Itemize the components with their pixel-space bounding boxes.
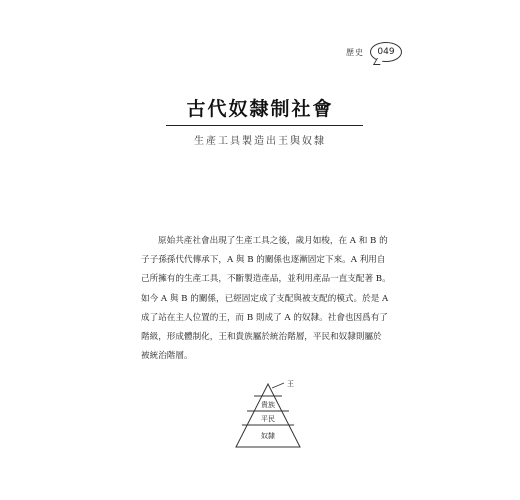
- paragraph-line: 原始共產社會出現了生產工具之後，歲月如梭，在 A 和 B 的: [158, 236, 388, 246]
- chapter-subtitle: 生產工具製造出王與奴隸: [194, 136, 326, 147]
- page-number: 049: [377, 47, 395, 57]
- paragraph-line: 成了站在主人位置的王，而 B 則成了 A 的奴隸。社會也因爲有了: [141, 312, 388, 323]
- paragraph-line: 子子孫孫代代傳承下，A 與 B 的關係也逐漸固定下來。A 利用自: [141, 255, 386, 266]
- paragraph-line: 被統治階層。: [141, 351, 193, 362]
- label-king: 王: [287, 380, 294, 388]
- king-pointer-line: [272, 383, 284, 388]
- paragraph-line: 階級，形成體制化，王和貴族屬於統治階層，平民和奴隸則屬於: [141, 332, 382, 343]
- label-nobles: 貴族: [261, 401, 275, 409]
- paragraph-line: 如今 A 與 B 的關係，已經固定成了支配與被支配的模式。於是 A: [141, 293, 389, 304]
- chapter-title: 古代奴隸制社會: [186, 98, 334, 120]
- label-commoners: 平民: [261, 415, 275, 423]
- section-name: 歷史: [346, 47, 364, 57]
- paragraph-line: 己所擁有的生產工具，不斷製造產品，並利用產品一直支配著 B。: [141, 274, 391, 285]
- label-slaves: 奴隸: [261, 432, 275, 440]
